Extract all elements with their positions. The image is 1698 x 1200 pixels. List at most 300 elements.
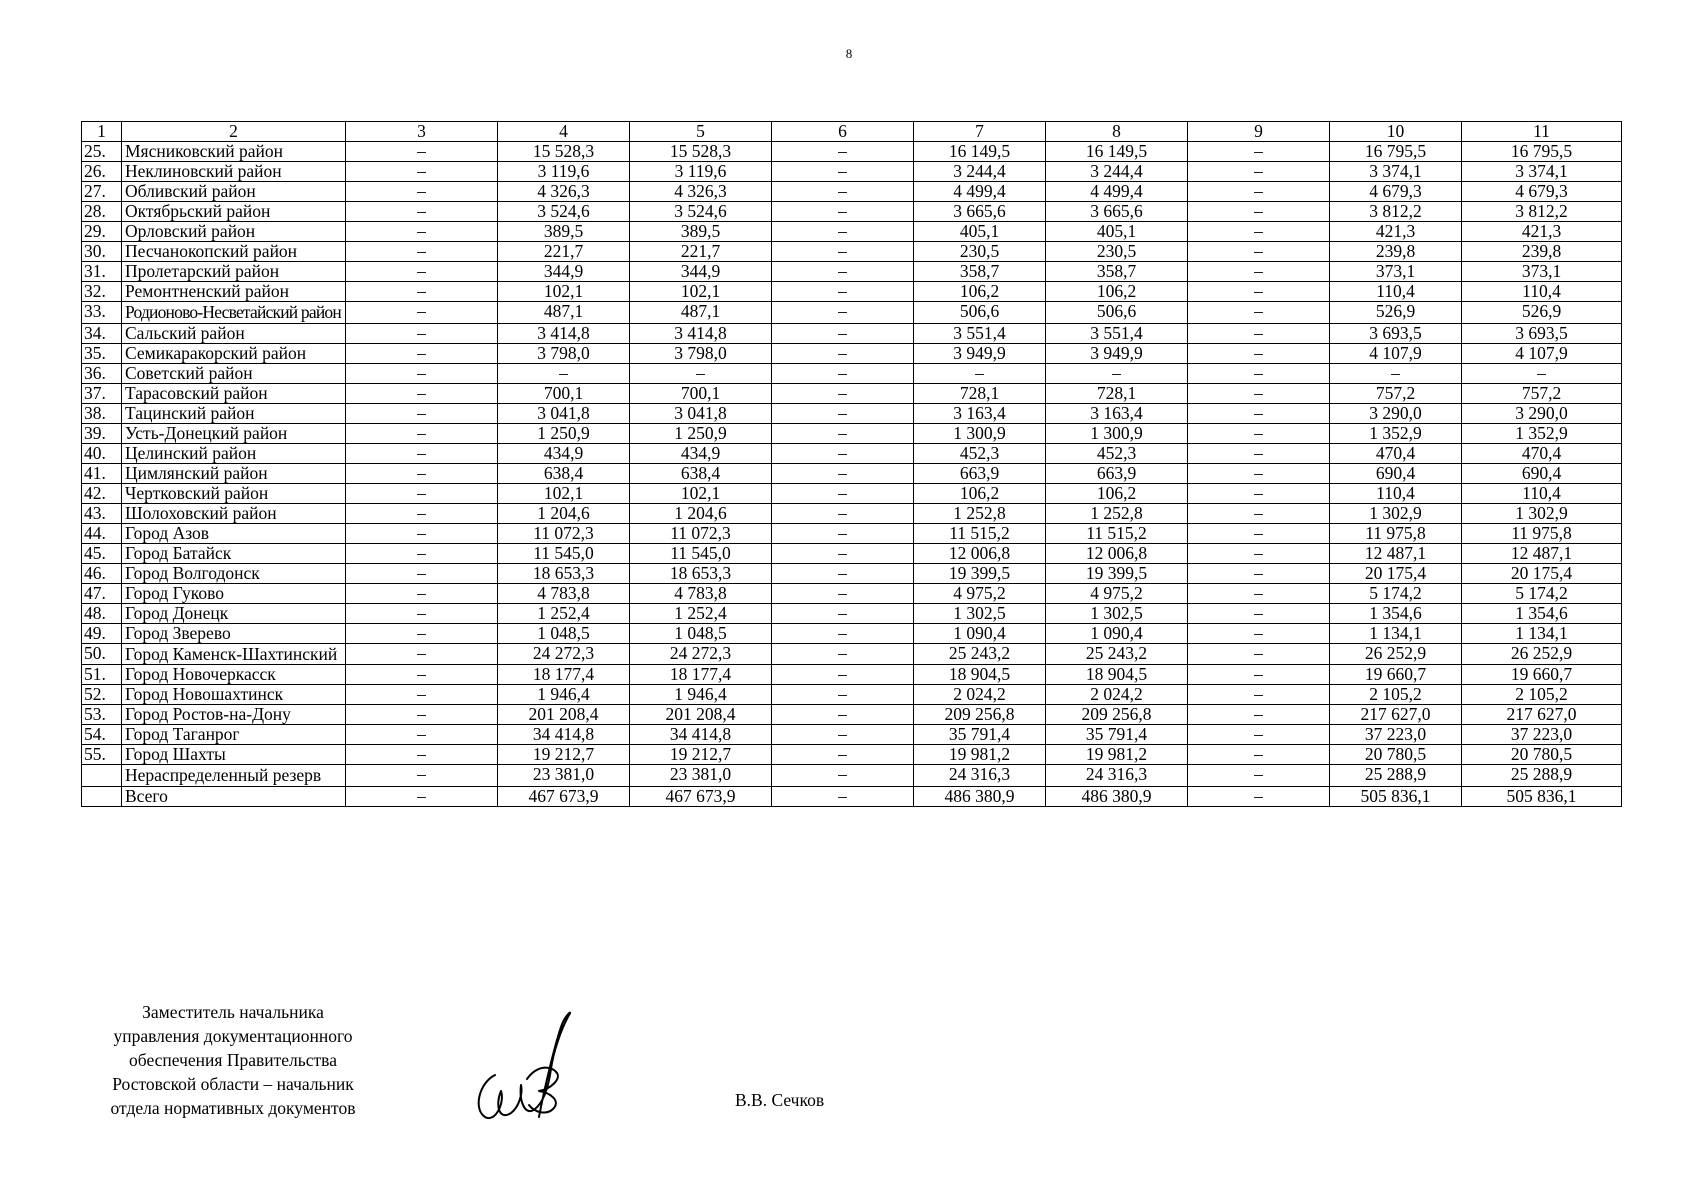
value-cell: –: [772, 242, 914, 262]
value-cell: –: [498, 363, 630, 383]
value-cell: –: [1188, 583, 1330, 603]
value-cell: 35 791,4: [914, 725, 1046, 745]
table-row: [82, 323, 1622, 343]
value-cell: 638,4: [498, 463, 630, 483]
table-row: [82, 443, 1622, 463]
value-cell: 18 904,5: [914, 665, 1046, 685]
region-name-cell: Чертковский район: [122, 483, 346, 503]
value-cell: –: [772, 282, 914, 302]
value-cell: 1 134,1: [1462, 623, 1622, 643]
value-cell: 18 653,3: [630, 563, 772, 583]
column-header: 5: [630, 122, 772, 142]
row-number-cell: 28.: [82, 202, 122, 222]
row-number-cell: 40.: [82, 443, 122, 463]
table-row: [82, 583, 1622, 603]
column-header: 2: [122, 122, 346, 142]
value-cell: –: [1188, 503, 1330, 523]
value-cell: 1 048,5: [498, 623, 630, 643]
region-name-cell: Город Ростов-на-Дону: [122, 705, 346, 725]
value-cell: 421,3: [1462, 222, 1622, 242]
value-cell: –: [346, 665, 498, 685]
value-cell: 405,1: [914, 222, 1046, 242]
value-cell: –: [346, 363, 498, 383]
value-cell: –: [772, 423, 914, 443]
value-cell: 1 134,1: [1330, 623, 1462, 643]
value-cell: 1 252,8: [914, 503, 1046, 523]
value-cell: 3 812,2: [1330, 202, 1462, 222]
region-name-cell: Город Волгодонск: [122, 563, 346, 583]
table-row: [82, 543, 1622, 563]
value-cell: 11 072,3: [498, 523, 630, 543]
value-cell: 505 836,1: [1462, 786, 1622, 806]
value-cell: 5 174,2: [1330, 583, 1462, 603]
value-cell: 4 783,8: [498, 583, 630, 603]
value-cell: –: [772, 443, 914, 463]
value-cell: –: [346, 423, 498, 443]
value-cell: 452,3: [914, 443, 1046, 463]
value-cell: 34 414,8: [498, 725, 630, 745]
table-row: [82, 705, 1622, 725]
value-cell: –: [1188, 363, 1330, 383]
value-cell: –: [1188, 262, 1330, 282]
value-cell: 389,5: [630, 222, 772, 242]
value-cell: 4 975,2: [1046, 583, 1188, 603]
value-cell: –: [346, 623, 498, 643]
table-row: [82, 282, 1622, 302]
value-cell: –: [1188, 603, 1330, 623]
row-number-cell: 31.: [82, 262, 122, 282]
value-cell: –: [346, 583, 498, 603]
value-cell: 4 499,4: [1046, 182, 1188, 202]
table-row: [82, 222, 1622, 242]
row-number-cell: 44.: [82, 523, 122, 543]
value-cell: 12 487,1: [1462, 543, 1622, 563]
value-cell: 373,1: [1330, 262, 1462, 282]
value-cell: 3 244,4: [1046, 162, 1188, 182]
value-cell: 3 374,1: [1330, 162, 1462, 182]
value-cell: 1 090,4: [914, 623, 1046, 643]
value-cell: –: [772, 705, 914, 725]
signatory-title-line: обеспечения Правительства: [129, 1050, 337, 1070]
value-cell: 18 177,4: [630, 665, 772, 685]
value-cell: 11 975,8: [1330, 523, 1462, 543]
value-cell: 102,1: [498, 282, 630, 302]
row-number-cell: 55.: [82, 745, 122, 765]
value-cell: 23 381,0: [630, 765, 772, 787]
value-cell: –: [772, 142, 914, 162]
value-cell: –: [1188, 282, 1330, 302]
value-cell: 434,9: [498, 443, 630, 463]
value-cell: 3 798,0: [630, 343, 772, 363]
value-cell: 106,2: [914, 483, 1046, 503]
value-cell: 25 288,9: [1462, 765, 1622, 787]
value-cell: 4 326,3: [630, 182, 772, 202]
value-cell: 19 981,2: [914, 745, 1046, 765]
row-number-cell: 39.: [82, 423, 122, 443]
value-cell: 20 780,5: [1330, 745, 1462, 765]
table-row: [82, 142, 1622, 162]
region-name-cell: Октябрьский район: [122, 202, 346, 222]
region-name-cell: Родионово-Несветайский район: [122, 302, 346, 324]
value-cell: –: [772, 685, 914, 705]
value-cell: 102,1: [630, 282, 772, 302]
table-row: [82, 503, 1622, 523]
value-cell: –: [1188, 423, 1330, 443]
row-number-cell: [82, 786, 122, 806]
table-row: [82, 483, 1622, 503]
region-name-cell: Шолоховский район: [122, 503, 346, 523]
value-cell: 1 302,5: [914, 603, 1046, 623]
value-cell: 11 545,0: [630, 543, 772, 563]
value-cell: 24 316,3: [1046, 765, 1188, 787]
value-cell: –: [346, 685, 498, 705]
value-cell: 16 795,5: [1462, 142, 1622, 162]
value-cell: –: [1046, 363, 1188, 383]
value-cell: 1 354,6: [1462, 603, 1622, 623]
region-name-cell: Советский район: [122, 363, 346, 383]
column-header: 3: [346, 122, 498, 142]
value-cell: 452,3: [1046, 443, 1188, 463]
value-cell: 434,9: [630, 443, 772, 463]
value-cell: 24 316,3: [914, 765, 1046, 787]
value-cell: –: [1188, 643, 1330, 665]
value-cell: 239,8: [1462, 242, 1622, 262]
value-cell: 3 163,4: [914, 403, 1046, 423]
value-cell: 4 975,2: [914, 583, 1046, 603]
value-cell: –: [1188, 523, 1330, 543]
value-cell: –: [772, 503, 914, 523]
value-cell: –: [346, 543, 498, 563]
value-cell: 19 212,7: [630, 745, 772, 765]
value-cell: 1 204,6: [630, 503, 772, 523]
value-cell: 506,6: [914, 302, 1046, 324]
value-cell: 24 272,3: [498, 643, 630, 665]
value-cell: –: [346, 222, 498, 242]
value-cell: 15 528,3: [630, 142, 772, 162]
value-cell: 26 252,9: [1462, 643, 1622, 665]
value-cell: 3 693,5: [1330, 323, 1462, 343]
value-cell: 11 515,2: [1046, 523, 1188, 543]
signatory-title-line: Ростовской области – начальник: [112, 1074, 354, 1094]
value-cell: –: [346, 463, 498, 483]
region-name-cell: Город Гуково: [122, 583, 346, 603]
value-cell: –: [346, 262, 498, 282]
value-cell: –: [346, 403, 498, 423]
value-cell: –: [772, 623, 914, 643]
value-cell: 4 326,3: [498, 182, 630, 202]
row-number-cell: 53.: [82, 705, 122, 725]
column-header: 1: [82, 122, 122, 142]
value-cell: 526,9: [1330, 302, 1462, 324]
value-cell: 3 119,6: [498, 162, 630, 182]
value-cell: 230,5: [914, 242, 1046, 262]
table-row: [82, 685, 1622, 705]
value-cell: 2 105,2: [1330, 685, 1462, 705]
value-cell: 3 665,6: [1046, 202, 1188, 222]
value-cell: –: [1188, 182, 1330, 202]
value-cell: 12 006,8: [914, 543, 1046, 563]
region-name-cell: Семикаракорский район: [122, 343, 346, 363]
value-cell: –: [346, 603, 498, 623]
value-cell: –: [346, 383, 498, 403]
value-cell: 1 352,9: [1462, 423, 1622, 443]
region-name-cell: Город Новочеркасск: [122, 665, 346, 685]
row-number-cell: 27.: [82, 182, 122, 202]
value-cell: 4 107,9: [1330, 343, 1462, 363]
value-cell: –: [346, 643, 498, 665]
value-cell: –: [772, 162, 914, 182]
value-cell: –: [346, 765, 498, 787]
value-cell: –: [1188, 443, 1330, 463]
value-cell: –: [1188, 202, 1330, 222]
value-cell: 3 812,2: [1462, 202, 1622, 222]
value-cell: 1 252,4: [498, 603, 630, 623]
value-cell: 16 149,5: [1046, 142, 1188, 162]
region-name-cell: Ремонтненский район: [122, 282, 346, 302]
region-name-cell: Тарасовский район: [122, 383, 346, 403]
value-cell: –: [346, 745, 498, 765]
value-cell: 663,9: [1046, 463, 1188, 483]
signatory-title-line: отдела нормативных документов: [110, 1098, 356, 1118]
value-cell: –: [772, 603, 914, 623]
value-cell: 15 528,3: [498, 142, 630, 162]
value-cell: 486 380,9: [914, 786, 1046, 806]
value-cell: 3 374,1: [1462, 162, 1622, 182]
row-number-cell: 37.: [82, 383, 122, 403]
value-cell: –: [772, 765, 914, 787]
table-row: [82, 725, 1622, 745]
region-name-cell: Город Батайск: [122, 543, 346, 563]
value-cell: 421,3: [1330, 222, 1462, 242]
value-cell: 37 223,0: [1462, 725, 1622, 745]
table-row: [82, 523, 1622, 543]
value-cell: 4 679,3: [1330, 182, 1462, 202]
value-cell: 700,1: [498, 383, 630, 403]
region-name-cell: Всего: [122, 786, 346, 806]
value-cell: 1 048,5: [630, 623, 772, 643]
value-cell: –: [346, 162, 498, 182]
value-cell: –: [346, 563, 498, 583]
region-name-cell: Город Азов: [122, 523, 346, 543]
value-cell: 3 414,8: [498, 323, 630, 343]
value-cell: 3 949,9: [1046, 343, 1188, 363]
value-cell: 221,7: [630, 242, 772, 262]
value-cell: 467 673,9: [630, 786, 772, 806]
row-number-cell: 43.: [82, 503, 122, 523]
value-cell: 3 798,0: [498, 343, 630, 363]
value-cell: –: [1188, 483, 1330, 503]
value-cell: 102,1: [498, 483, 630, 503]
region-name-cell: Мясниковский район: [122, 142, 346, 162]
value-cell: –: [1188, 142, 1330, 162]
value-cell: 1 204,6: [498, 503, 630, 523]
value-cell: 18 904,5: [1046, 665, 1188, 685]
value-cell: –: [1188, 665, 1330, 685]
value-cell: 16 149,5: [914, 142, 1046, 162]
value-cell: 4 783,8: [630, 583, 772, 603]
row-number-cell: 42.: [82, 483, 122, 503]
value-cell: –: [1188, 242, 1330, 262]
value-cell: 230,5: [1046, 242, 1188, 262]
value-cell: 110,4: [1462, 282, 1622, 302]
value-cell: –: [1188, 302, 1330, 324]
row-number-cell: 32.: [82, 282, 122, 302]
value-cell: 344,9: [498, 262, 630, 282]
region-name-cell: Город Каменск-Шахтинский: [122, 643, 346, 665]
value-cell: 638,4: [630, 463, 772, 483]
value-cell: 34 414,8: [630, 725, 772, 745]
row-number-cell: 46.: [82, 563, 122, 583]
value-cell: –: [346, 705, 498, 725]
value-cell: –: [1188, 543, 1330, 563]
value-cell: –: [346, 503, 498, 523]
value-cell: 20 175,4: [1330, 563, 1462, 583]
value-cell: 344,9: [630, 262, 772, 282]
value-cell: 506,6: [1046, 302, 1188, 324]
value-cell: 526,9: [1462, 302, 1622, 324]
value-cell: 358,7: [914, 262, 1046, 282]
value-cell: 23 381,0: [498, 765, 630, 787]
value-cell: –: [772, 262, 914, 282]
value-cell: 1 250,9: [498, 423, 630, 443]
value-cell: 11 072,3: [630, 523, 772, 543]
data-table: [81, 121, 1622, 807]
page-number: 8: [845, 46, 853, 61]
value-cell: 11 545,0: [498, 543, 630, 563]
table-row: [82, 343, 1622, 363]
value-cell: –: [346, 202, 498, 222]
value-cell: 4 499,4: [914, 182, 1046, 202]
region-name-cell: Город Таганрог: [122, 725, 346, 745]
value-cell: –: [346, 343, 498, 363]
value-cell: 19 399,5: [914, 563, 1046, 583]
region-name-cell: Песчанокопский район: [122, 242, 346, 262]
value-cell: 19 660,7: [1330, 665, 1462, 685]
row-number-cell: 29.: [82, 222, 122, 242]
value-cell: 3 414,8: [630, 323, 772, 343]
value-cell: 209 256,8: [914, 705, 1046, 725]
value-cell: –: [346, 483, 498, 503]
value-cell: 11 515,2: [914, 523, 1046, 543]
value-cell: –: [346, 282, 498, 302]
value-cell: –: [630, 363, 772, 383]
signatory-title-line: Заместитель начальника: [142, 1002, 324, 1022]
value-cell: 2 024,2: [914, 685, 1046, 705]
value-cell: –: [1188, 463, 1330, 483]
value-cell: –: [1188, 162, 1330, 182]
value-cell: –: [772, 182, 914, 202]
signatory-title: [88, 1000, 378, 1120]
table-row: [82, 665, 1622, 685]
row-number-cell: 50.: [82, 643, 122, 665]
value-cell: 19 212,7: [498, 745, 630, 765]
value-cell: –: [772, 323, 914, 343]
value-cell: 487,1: [498, 302, 630, 324]
value-cell: 11 975,8: [1462, 523, 1622, 543]
value-cell: –: [772, 583, 914, 603]
table-row: [82, 623, 1622, 643]
row-number-cell: 36.: [82, 363, 122, 383]
region-name-cell: Тацинский район: [122, 403, 346, 423]
value-cell: 1 252,4: [630, 603, 772, 623]
table-row: [82, 363, 1622, 383]
region-name-cell: Орловский район: [122, 222, 346, 242]
table-row: [82, 603, 1622, 623]
value-cell: 201 208,4: [630, 705, 772, 725]
table-row: [82, 563, 1622, 583]
value-cell: –: [772, 343, 914, 363]
value-cell: 18 653,3: [498, 563, 630, 583]
value-cell: 486 380,9: [1046, 786, 1188, 806]
value-cell: –: [1188, 623, 1330, 643]
value-cell: 16 795,5: [1330, 142, 1462, 162]
value-cell: 373,1: [1462, 262, 1622, 282]
value-cell: 663,9: [914, 463, 1046, 483]
value-cell: –: [346, 242, 498, 262]
value-cell: 470,4: [1462, 443, 1622, 463]
value-cell: 25 243,2: [914, 643, 1046, 665]
signatory-name: В.В. Сечков: [735, 1090, 825, 1110]
value-cell: 3 290,0: [1330, 403, 1462, 423]
value-cell: 20 780,5: [1462, 745, 1622, 765]
value-cell: 1 302,9: [1462, 503, 1622, 523]
value-cell: 2 024,2: [1046, 685, 1188, 705]
table-row: [82, 745, 1622, 765]
value-cell: –: [346, 443, 498, 463]
region-name-cell: Усть-Донецкий район: [122, 423, 346, 443]
value-cell: –: [772, 543, 914, 563]
value-cell: –: [772, 363, 914, 383]
row-number-cell: 25.: [82, 142, 122, 162]
value-cell: 3 693,5: [1462, 323, 1622, 343]
value-cell: 12 487,1: [1330, 543, 1462, 563]
value-cell: 26 252,9: [1330, 643, 1462, 665]
value-cell: –: [1188, 685, 1330, 705]
row-number-cell: 35.: [82, 343, 122, 363]
value-cell: 487,1: [630, 302, 772, 324]
value-cell: –: [346, 786, 498, 806]
value-cell: –: [1188, 383, 1330, 403]
region-name-cell: Город Зверево: [122, 623, 346, 643]
value-cell: 470,4: [1330, 443, 1462, 463]
region-name-cell: Обливский район: [122, 182, 346, 202]
value-cell: 24 272,3: [630, 643, 772, 665]
region-name-cell: Город Донецк: [122, 603, 346, 623]
value-cell: –: [1188, 222, 1330, 242]
row-number-cell: 38.: [82, 403, 122, 423]
value-cell: –: [772, 643, 914, 665]
value-cell: 217 627,0: [1330, 705, 1462, 725]
value-cell: 106,2: [914, 282, 1046, 302]
value-cell: 757,2: [1330, 383, 1462, 403]
value-cell: 110,4: [1330, 282, 1462, 302]
table-row: [82, 786, 1622, 806]
value-cell: –: [772, 302, 914, 324]
value-cell: 690,4: [1330, 463, 1462, 483]
value-cell: 106,2: [1046, 483, 1188, 503]
value-cell: 358,7: [1046, 262, 1188, 282]
row-number-cell: 49.: [82, 623, 122, 643]
value-cell: 4 679,3: [1462, 182, 1622, 202]
column-header: 10: [1330, 122, 1462, 142]
value-cell: 217 627,0: [1462, 705, 1622, 725]
value-cell: –: [772, 563, 914, 583]
region-name-cell: Нераспределенный резерв: [122, 765, 346, 787]
value-cell: 405,1: [1046, 222, 1188, 242]
value-cell: 1 250,9: [630, 423, 772, 443]
value-cell: 35 791,4: [1046, 725, 1188, 745]
table-row: [82, 242, 1622, 262]
